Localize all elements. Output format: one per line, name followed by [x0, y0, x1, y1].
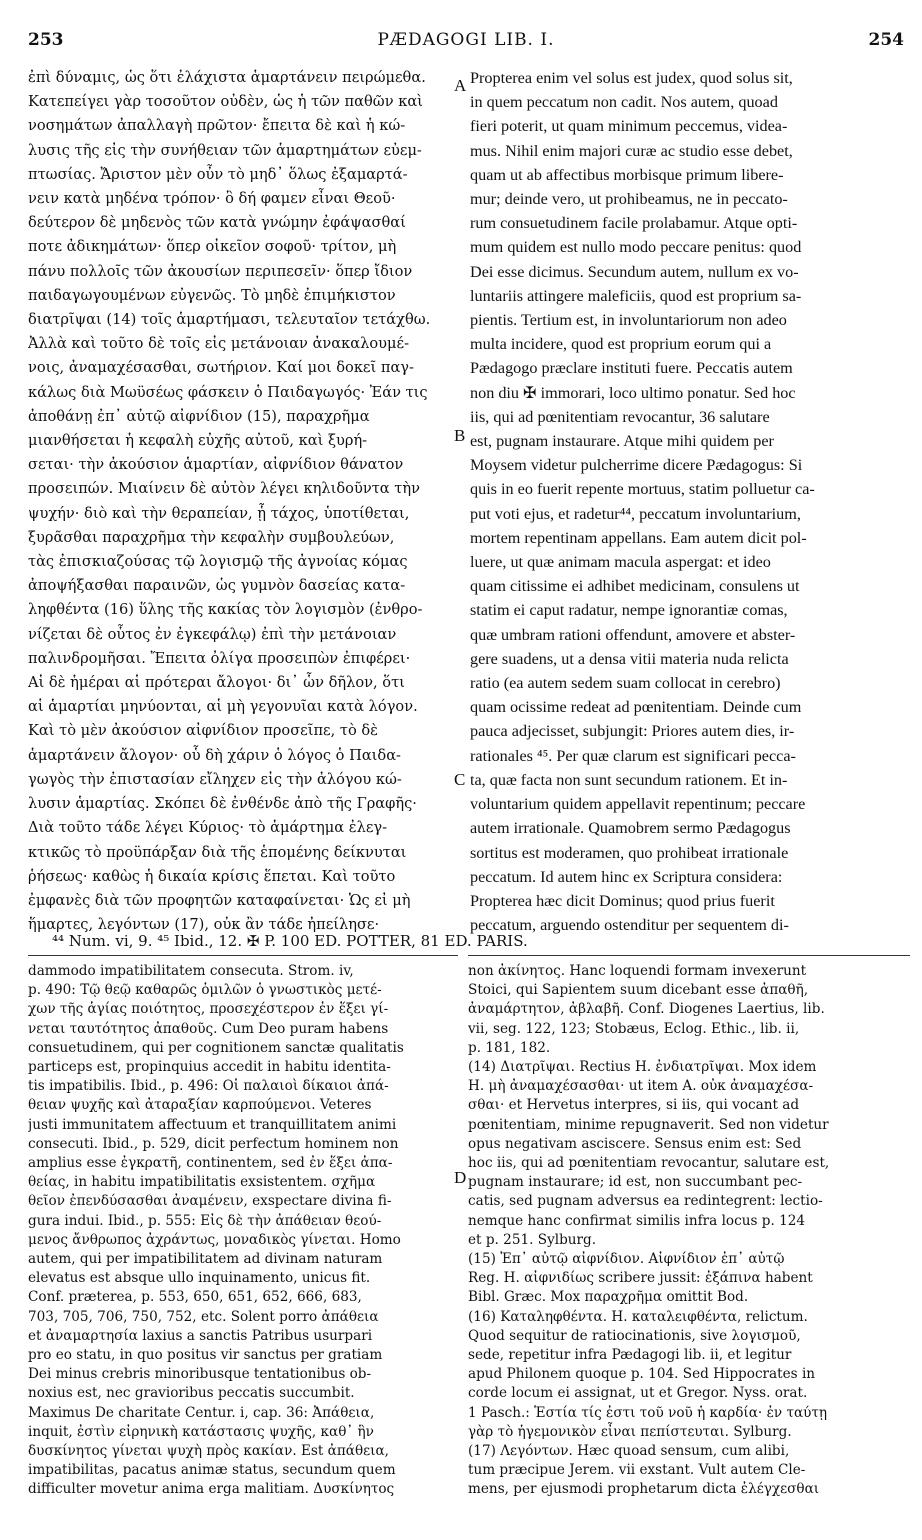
note-line-left: Conf. præterea, p. 553, 650, 651, 652, 666, 683,	[28, 1289, 362, 1306]
note-line-right: σθαι· et Hervetus interpres, si iis, qui vocant ad	[468, 1097, 800, 1114]
latin-text-line: pientis. Tertium est, in involuntariorum non adeo	[470, 311, 787, 330]
note-line-left: gura indui. Ibid., p. 555: Εἰς δὲ τὴν ἀπάθειαν θεού-	[28, 1212, 382, 1229]
greek-text-line: Καὶ τὸ μὲν ἀκούσιον αἰφνίδιον προσεῖπε, τὸ δὲ	[28, 722, 379, 740]
greek-text-line: ἀποθάνῃ ἐπ᾽ αὐτῷ αἰφνίδιον (15), παραχρῆμα	[28, 407, 370, 425]
greek-text-line: ψυχήν· διὸ καὶ τὴν θεραπείαν, ᾗ τάχος, ὑποτίθεται,	[28, 504, 410, 522]
greek-text-line: πάνυ πολλοῖς τῶν ἀκουσίων περιπεσεῖν· ὅπερ ἴδιον	[28, 262, 413, 280]
latin-text-line: pauca adjecisset, subjungit: Priores autem dies, ir-	[470, 722, 795, 741]
greek-text-line: νοσημάτων ἀπαλλαγὴ πρῶτον· ἔπειτα δὲ καὶ ἡ κώ-	[28, 117, 406, 135]
latin-text-line: Moysem videtur pulcherrime dicere Pædagogus: Si	[470, 456, 803, 475]
latin-text-line: multa incidere, quod est proprium eorum qui a	[470, 335, 772, 354]
note-line-left: noxius est, nec gravioribus peccatis succumbit.	[28, 1385, 355, 1402]
note-line-right: et p. 251. Sylburg.	[468, 1231, 597, 1248]
greek-text-line: ἀποψήξασθαι παραινῶν, ὡς γυμνὸν δασείας κατα-	[28, 577, 406, 595]
note-line-left: p. 490: Τῷ θεῷ καθαρῶς ὁμιλῶν ὁ γνωστικὸς μετέ-	[28, 982, 382, 999]
note-line-left: tis impatibilis. Ibid., p. 496: Οἱ παλαιοὶ δίκαιοι ἀπά-	[28, 1078, 389, 1095]
note-line-left: θείας, in habitu impatibilitatis exsistentem. σχῆμα	[28, 1174, 376, 1191]
note-line-right: hoc iis, qui ad pœnitentiam revocantur, salutare est,	[468, 1155, 830, 1172]
latin-text-line: mur; deinde vero, ut prohibeamus, ne in peccato-	[470, 190, 788, 209]
note-line-right: Stoici, qui Sapientem suum dicebant esse ἀπαθῆ,	[468, 982, 809, 999]
note-line-right: pugnam instaurare; id est, non succumbant pec-	[468, 1174, 803, 1191]
note-line-left: dammodo impatibilitatem consecuta. Strom. iv,	[28, 963, 354, 979]
latin-text-line: mum quidem est nullo modo peccare penitus: quod	[470, 238, 802, 257]
note-line-right: opus negativam asciscere. Sensus enim est: Sed	[468, 1135, 802, 1152]
note-line-right: (15) Ἐπ᾽ αὐτῷ αἰφνίδιον. Αἰφνίδιον ἐπ᾽ αὐτῷ	[468, 1251, 785, 1268]
note-line-right: Quod sequitur de ratiocinationis, sive λογισμοῦ,	[468, 1327, 801, 1344]
note-line-right: H. μὴ ἀναμαχέσασθαι· ut item A. οὐκ ἀναμαχέσα-	[468, 1078, 814, 1095]
latin-text-line: non diu ✠ immorari, loco ultimo ponatur. Sed hoc	[470, 383, 796, 402]
notes-divider-right	[468, 955, 910, 956]
greek-text-line: τὰς ἐπισκιαζούσας τῷ λογισμῷ τῆς ἀγνοίας κόμας	[28, 553, 408, 571]
note-line-right: pœnitentiam, minime repugnaverit. Sed non videtur	[468, 1116, 829, 1133]
latin-text-line: rum consuetudinem facile prolabamur. Atque opti-	[470, 214, 798, 233]
greek-text-line: νειν κατὰ μηδένα τρόπον· ὃ δή φαμεν εἶναι Θεοῦ·	[28, 190, 396, 208]
greek-text-line: λυσις τῆς εἰς τὴν συνήθειαν τῶν ἁμαρτημάτων εὐεμ-	[28, 141, 422, 159]
note-line-left: Dei minus crebris minoribusque tentationibus ob-	[28, 1366, 372, 1383]
latin-text-column	[470, 66, 910, 937]
note-line-left: inquit, ἐστὶν εἰρηνικὴ κατάστασις ψυχῆς, καθ᾽ ἣν	[28, 1423, 374, 1440]
latin-text-line: ratio (ea autem sedem suam collocat in cerebro)	[470, 674, 781, 693]
note-line-left: θειαν ψυχῆς καὶ ἀταραξίαν καρπούμενοι. Veteres	[28, 1097, 372, 1114]
latin-text-line: autem irrationale. Quamobrem sermo Pædagogus	[470, 819, 791, 838]
latin-text-line: peccatum, arguendo ostenditur per sequentem di-	[470, 916, 789, 935]
note-line-right: apud Philonem quoque p. 104. Sed Hippocrates in	[468, 1366, 816, 1383]
greek-text-line: νοις, ἀναμαχέσασθαι, σωτήριον. Καί μοι δοκεῖ παγ-	[28, 359, 414, 377]
note-line-left: pro eo statu, in quo positus vir sanctus per gratiam	[28, 1347, 383, 1364]
note-line-right: corde locum ei assignat, ut et Gregor. Nyss. orat.	[468, 1385, 808, 1402]
note-line-right: mens, per ejusmodi prophetarum dicta ἐλέγχεσθαι	[468, 1481, 820, 1498]
page-header	[28, 30, 904, 60]
section-marker-d: D	[454, 1168, 467, 1187]
latin-text-line: put voti ejus, et radetur⁴⁴, peccatum involuntarium,	[470, 504, 801, 523]
greek-text-line: διατρῖψαι (14) τοῖς ἁμαρτήμασι, τελευταῖον τετάχθω.	[28, 311, 431, 329]
note-line-left: χων τῆς ἁγίας ποιότητος, προσεχέστερον ἐν ἕξει γί-	[28, 1001, 389, 1018]
greek-text-line: κτικῶς τὸ προϋπάρξαν διὰ τῆς ἑπομένης δείκνυται	[28, 843, 407, 861]
left-page-number: 253	[28, 30, 64, 50]
note-line-left: θεῖον ἐπενδύσασθαι ἀναμένειν, exspectare divina fi-	[28, 1193, 392, 1210]
note-line-left: difficulter movetur anima erga malitiam. Δυσκίνητος	[28, 1481, 395, 1498]
note-line-left: consecuti. Ibid., p. 529, dicit perfectum hominem non	[28, 1135, 399, 1152]
note-line-left: Maximus De charitate Centur. i, cap. 36: Ἀπάθεια,	[28, 1404, 375, 1421]
latin-text-line: luntariis attingere maleficiis, quod est proprium sa-	[470, 286, 802, 305]
greek-text-line: αἱ ἁμαρτίαι μηνύονται, αἱ μὴ γεγονυῖαι κατὰ λόγον.	[28, 698, 418, 716]
latin-text-line: mortem repentinam appellans. Eam autem dicit pol-	[470, 528, 807, 547]
notes-divider-left	[28, 955, 458, 956]
right-page-number: 254	[868, 30, 904, 50]
note-line-right: 1 Pasch.: Ἑστία τίς ἐστι τοῦ νοῦ ἡ καρδία· ἐν ταύτῃ	[468, 1404, 828, 1421]
note-line-right: catis, sed pugnam adversus ea redintegrent: lectio-	[468, 1193, 823, 1210]
latin-text-line: quam ocissime redeat ad pœnitentiam. Deinde cum	[470, 698, 802, 717]
latin-text-line: ta, quæ facta non sunt secundum rationem. Et in-	[470, 770, 788, 789]
latin-text-line: quis in eo fuerit repente mortuus, statim polluetur ca-	[470, 480, 815, 499]
note-line-left: autem, qui per impatibilitatem ad divinam naturam	[28, 1251, 383, 1268]
greek-text-line: Ἀλλὰ καὶ τοῦτο δὲ τοῖς εἰς μετάνοιαν ἀνακαλουμέ-	[28, 335, 410, 353]
latin-text-line: gere suadens, ut a densa vitii materia nuda relicta	[470, 649, 789, 668]
note-line-left: et ἀναμαρτησία laxius a sanctis Patribus usurpari	[28, 1327, 373, 1344]
greek-text-line: Αἱ δὲ ἡμέραι αἱ πρότεραι ἄλογοι· δι᾽ ὧν δῆλον, ὅτι	[28, 674, 405, 692]
note-line-left: μενος ἄνθρωπος ἀχράντως, μοναδικὸς γίνεται. Homo	[28, 1231, 401, 1248]
section-marker-c: C	[454, 770, 466, 789]
latin-text-line: quam citissime ei adhibet medicinam, consulens ut	[470, 577, 800, 596]
greek-text-line: ληφθέντα (16) ὕλης τῆς κακίας τὸν λογισμὸν (ἐνθρο-	[28, 601, 423, 619]
greek-text-line: παιδαγωγουμένων εὐγενῶς. Τὸ μηδὲ ἐπιμήκιστον	[28, 286, 396, 304]
latin-text-line: voluntarium quidem appellavit repentinum; peccare	[470, 795, 806, 814]
latin-text-line: luere, ut quæ animam macula aspergat: et ideo	[470, 553, 771, 572]
running-title: PÆDAGOGI LIB. I.	[377, 30, 555, 50]
latin-text-line: statim ei caput radatur, nempe ignorantiæ comas,	[470, 601, 788, 620]
greek-text-line: προσειπών. Μιαίνειν δὲ αὐτὸν λέγει κηλιδοῦντα τὴν	[28, 480, 420, 498]
note-line-left: 703, 705, 706, 750, 752, etc. Solent porro ἀπάθεια	[28, 1308, 379, 1325]
note-line-left: consuetudinem, qui per cognitionem sanctæ qualitatis	[28, 1039, 404, 1056]
greek-text-line: σεται· τὴν ἀκούσιον ἁμαρτίαν, αἰφνίδιον θάνατον	[28, 456, 404, 474]
greek-text-line: δεύτερον δὲ μηδενὸς τῶν κατὰ γνώμην ἐφάψασθαί	[28, 214, 406, 232]
note-line-right: p. 181, 182.	[468, 1039, 551, 1056]
note-line-left: νεται ταυτότητος ἀπαθοῦς. Cum Deo puram habens	[28, 1020, 389, 1037]
greek-text-line: πτωσίας. Ἄριστον μὲν οὖν τὸ μηδ᾽ ὅλως ἐξαμαρτά-	[28, 165, 408, 183]
latin-text-line: Pædagogo præclare instituti fuere. Peccatis autem	[470, 359, 793, 378]
note-line-right: (16) Καταληφθέντα. H. καταλειφθέντα, relictum.	[468, 1308, 808, 1325]
notes-right-column	[468, 962, 910, 1500]
greek-text-line: ἐμφανὲς διὰ τῶν προφητῶν καταφαίνεται· Ὡς εἰ μὴ	[28, 891, 411, 909]
latin-text-line: quam ut ab affectibus morbisque primum libere-	[470, 165, 784, 184]
note-line-left: particeps est, propinquius accedit in habitu identita-	[28, 1059, 391, 1076]
latin-text-line: rationales ⁴⁵. Per quæ clarum est significari pecca-	[470, 746, 796, 765]
latin-text-line: Dei esse dicimus. Secundum autem, nullum ex vo-	[470, 262, 799, 281]
greek-text-line: νίζεται δὲ οὗτος ἐν ἐγκεφάλῳ) ἐπὶ τὴν μετάνοιαν	[28, 625, 397, 643]
latin-text-line: iis, qui ad pœnitentiam revocantur, 36 salutare	[470, 407, 770, 426]
note-line-right: nemque hanc confirmat similis infra locus p. 124	[468, 1212, 806, 1229]
note-line-right: sede, repetitur infra Pædagogi lib. ii, et legitur	[468, 1347, 792, 1364]
greek-text-line: Διὰ τοῦτο τάδε λέγει Κύριος· τὸ ἁμάρτημα ἐλεγ-	[28, 819, 388, 837]
greek-text-line: ποτε ἀδικημάτων· ὅπερ οἰκεῖον σοφοῦ· τρίτον, μὴ	[28, 238, 397, 256]
note-line-left: amplius esse ἐγκρατῆ, continentem, sed ἐν ἕξει ἀπα-	[28, 1155, 393, 1172]
note-line-left: elevatus est absque ullo inquinamento, unicus fit.	[28, 1270, 371, 1287]
greek-text-column	[28, 66, 456, 937]
latin-text-line: mus. Nihil enim majori curæ ac studio esse debet,	[470, 141, 793, 160]
greek-text-line: κάλως διὰ Μωϋσέως φάσκειν ὁ Παιδαγωγός· Ἐάν τις	[28, 383, 428, 401]
greek-text-line: ἐπὶ δύναμις, ὡς ὅτι ἐλάχιστα ἁμαρτάνειν πειρώμεθα.	[28, 69, 426, 86]
greek-text-line: γωγὸς τὴν ἐπιστασίαν εἴληχεν εἰς τὴν ἀλόγου κώ-	[28, 770, 402, 788]
section-marker-a: A	[454, 76, 467, 95]
section-marker-b: B	[454, 426, 466, 445]
latin-text-line: Propterea hæc dicit Dominus; quod prius fuerit	[470, 891, 775, 910]
note-line-left: impatibilitas, pacatus animæ status, secundum quem	[28, 1462, 396, 1479]
note-line-right: non ἀκίνητος. Hanc loquendi formam invexerunt	[468, 963, 807, 979]
note-line-right: ἀναμάρτητον, ἀβλαβῆ. Conf. Diogenes Laertius, lib.	[468, 1001, 825, 1018]
latin-text-line: sortitus est moderamen, quo prohibeat irrationale	[470, 843, 789, 862]
footnote-references: ⁴⁴ Num. vi, 9. ⁴⁵ Ibid., 12. ✠ P. 100 ED. POTTER, 81 ED. PARIS.	[52, 932, 528, 950]
notes-left-column	[28, 962, 458, 1500]
note-line-right: (14) Διατρῖψαι. Rectius H. ἐνδιατρῖψαι. Mox idem	[468, 1059, 817, 1076]
latin-text-line: peccatum. Id autem hinc ex Scriptura considera:	[470, 867, 783, 886]
note-line-right: vii, seg. 122, 123; Stobæus, Eclog. Ethic., lib. ii,	[468, 1020, 800, 1037]
greek-text-line: ξυρᾶσθαι παραχρῆμα τὴν κεφαλὴν συμβουλεύων,	[28, 528, 395, 546]
greek-text-line: ῥήσεως· καθὼς ἡ δικαία κρίσις ἕπεται. Καὶ τοῦτο	[28, 867, 396, 885]
greek-text-line: ἥμαρτες, λεγόντων (17), οὐκ ἂν τάδε ἠπείλησε·	[28, 916, 380, 934]
note-line-right: Bibl. Græc. Mox παραχρῆμα omittit Bod.	[468, 1289, 749, 1306]
latin-text-line: est, pugnam instaurare. Atque mihi quidem per	[470, 432, 774, 451]
latin-text-line: in quem peccatum non cadit. Nos autem, quoad	[470, 93, 778, 112]
note-line-left: justi immunitatem affectuum et tranquillitatem animi	[28, 1116, 397, 1133]
greek-text-line: ἁμαρτάνειν ἄλογον· οὗ δὴ χάριν ὁ λόγος ὁ Παιδα-	[28, 746, 401, 764]
note-line-right: γὰρ τὸ ἡγεμονικὸν εἶναι πεπίστευται. Sylburg.	[468, 1423, 792, 1440]
note-line-right: tum præcipue Jerem. vii exstant. Vult autem Cle-	[468, 1462, 806, 1479]
note-line-right: (17) Λεγόντων. Hæc quoad sensum, cum alibi,	[468, 1443, 790, 1460]
note-line-left: δυσκίνητος γίνεται ψυχὴ πρὸς κακίαν. Est ἀπάθεια,	[28, 1443, 390, 1460]
greek-text-line: Κατεπείγει γὰρ τοσοῦτον οὐδὲν, ὡς ἡ τῶν παθῶν καὶ	[28, 93, 423, 111]
latin-text-line: fieri poterit, ut quam minimum peccemus, videa-	[470, 117, 788, 136]
note-line-right: Reg. H. αἰφνιδίως scribere jussit: ἐξάπινα habent	[468, 1270, 813, 1287]
latin-text-line: Propterea enim vel solus est judex, quod solus sit,	[470, 69, 793, 87]
greek-text-line: μιανθήσεται ἡ κεφαλὴ εὐχῆς αὐτοῦ, καὶ ξυρή-	[28, 432, 368, 450]
latin-text-line: quæ umbram rationi offendunt, amovere et abster-	[470, 625, 796, 644]
greek-text-line: παλινδρομῆσαι. Ἔπειτα ὀλίγα προσειπὼν ἐπιφέρει·	[28, 649, 411, 667]
greek-text-line: λυσιν ἁμαρτίας. Σκόπει δὲ ἐνθένδε ἀπὸ τῆς Γραφῆς·	[28, 795, 417, 813]
